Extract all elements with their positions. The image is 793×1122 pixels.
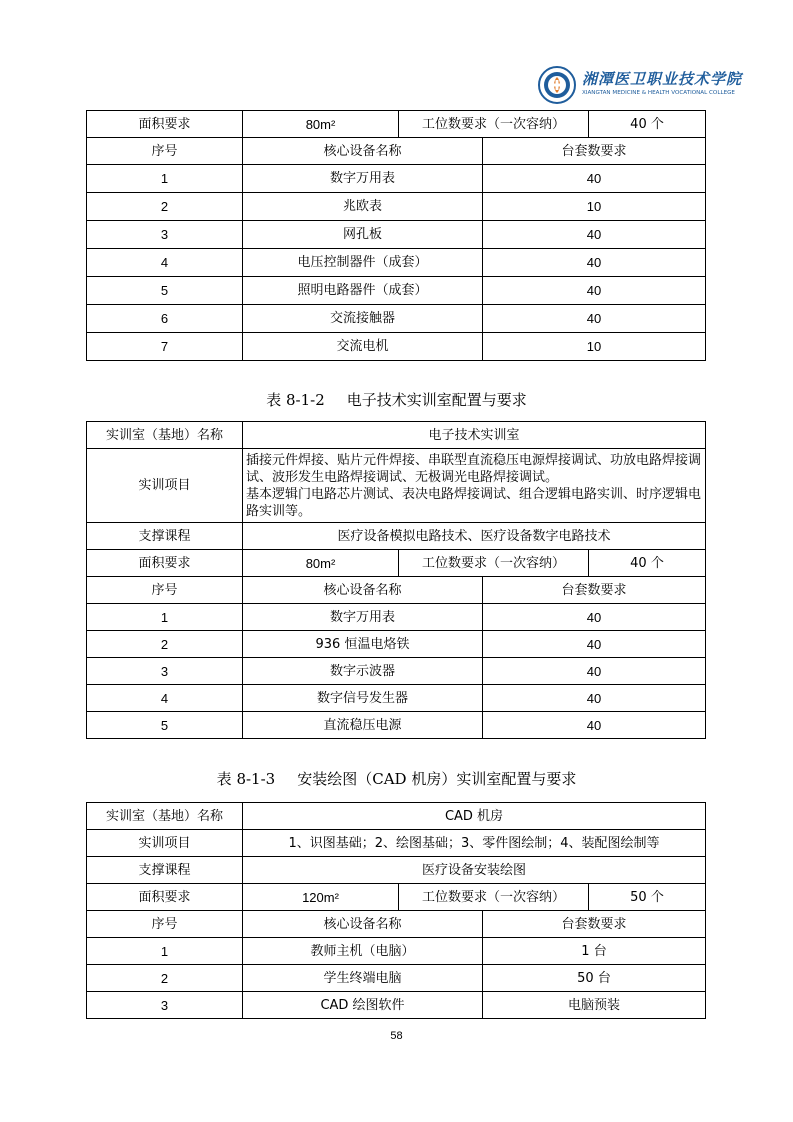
row-device: 936 恒温电烙铁 (243, 631, 483, 658)
row-qty: 40 (483, 631, 706, 658)
col-qty-header: 台套数要求 (483, 577, 706, 604)
row-index: 1 (87, 165, 243, 193)
school-logo (538, 66, 743, 106)
row-index: 2 (87, 193, 243, 221)
table-row (87, 658, 706, 685)
area-value: 120m² (243, 884, 399, 911)
table-row (87, 938, 706, 965)
row-qty: 电脑预装 (483, 992, 706, 1019)
row-device: 交流电机 (243, 333, 483, 361)
table-row (87, 884, 706, 911)
table-row (87, 111, 706, 138)
col-device-header: 核心设备名称 (243, 138, 483, 165)
area-label: 面积要求 (87, 111, 243, 138)
station-value: 40 个 (589, 550, 706, 577)
table-row (87, 422, 706, 449)
table-row (87, 631, 706, 658)
table-row (87, 523, 706, 550)
room-label: 实训室（基地）名称 (87, 422, 243, 449)
row-qty: 50 台 (483, 965, 706, 992)
school-emblem-icon (538, 66, 576, 104)
row-qty: 40 (483, 658, 706, 685)
row-device: 网孔板 (243, 221, 483, 249)
table-header-row (87, 138, 706, 165)
project-value-line-1: 插接元件焊接、贴片元件焊接、串联型直流稳压电源焊接调试、功放电路焊接调试、波形发生电路焊接调试、无极调光电路焊接调试。 (246, 452, 702, 485)
row-device: 学生终端电脑 (243, 965, 483, 992)
station-label: 工位数要求（一次容纳） (399, 550, 589, 577)
row-qty: 40 (483, 277, 706, 305)
row-index: 5 (87, 277, 243, 305)
row-device: 交流接触器 (243, 305, 483, 333)
station-label: 工位数要求（一次容纳） (399, 111, 589, 138)
course-label: 支撑课程 (87, 523, 243, 550)
row-qty: 10 (483, 193, 706, 221)
area-value: 80m² (243, 111, 399, 138)
row-index: 3 (87, 221, 243, 249)
course-value: 医疗设备安装绘图 (243, 857, 706, 884)
table-row (87, 685, 706, 712)
project-label: 实训项目 (87, 449, 243, 523)
project-value (243, 449, 706, 523)
col-index-header: 序号 (87, 911, 243, 938)
caption-number: 表 8-1-2 (266, 391, 325, 409)
row-index: 2 (87, 631, 243, 658)
room-value: 电子技术实训室 (243, 422, 706, 449)
station-value: 40 个 (589, 111, 706, 138)
table-row (87, 221, 706, 249)
table-caption-3 (0, 768, 793, 789)
row-index: 4 (87, 685, 243, 712)
school-name-cn: 湘潭医卫职业技术学院 (582, 70, 743, 88)
row-device: CAD 绘图软件 (243, 992, 483, 1019)
row-device: 电压控制器件（成套） (243, 249, 483, 277)
row-index: 4 (87, 249, 243, 277)
course-value: 医疗设备模拟电路技术、医疗设备数字电路技术 (243, 523, 706, 550)
row-index: 2 (87, 965, 243, 992)
table-header-row (87, 911, 706, 938)
row-index: 3 (87, 658, 243, 685)
equipment-table-2 (86, 421, 706, 739)
row-index: 7 (87, 333, 243, 361)
row-index: 6 (87, 305, 243, 333)
project-value-line-2: 基本逻辑门电路芯片测试、表决电路焊接调试、组合逻辑电路实训、时序逻辑电路实训等。 (246, 486, 702, 519)
table-row (87, 249, 706, 277)
row-device: 数字示波器 (243, 658, 483, 685)
table-row (87, 305, 706, 333)
room-value: CAD 机房 (243, 803, 706, 830)
school-name-en: XIANGTAN MEDICINE & HEALTH VOCATIONAL COLLEGE (582, 90, 735, 96)
col-index-header: 序号 (87, 577, 243, 604)
table-caption-2 (0, 389, 793, 410)
row-qty: 40 (483, 712, 706, 739)
caption-number: 表 8-1-3 (216, 770, 276, 788)
table-row (87, 992, 706, 1019)
table-row (87, 965, 706, 992)
equipment-table-3 (86, 802, 706, 1019)
equipment-table-1 (86, 110, 706, 361)
col-qty-header: 台套数要求 (483, 911, 706, 938)
row-device: 直流稳压电源 (243, 712, 483, 739)
row-index: 1 (87, 604, 243, 631)
row-qty: 40 (483, 604, 706, 631)
caption-title: 安装绘图（CAD 机房）实训室配置与要求 (297, 770, 577, 788)
table-row (87, 803, 706, 830)
course-label: 支撑课程 (87, 857, 243, 884)
caption-title: 电子技术实训室配置与要求 (346, 391, 527, 409)
row-qty: 10 (483, 333, 706, 361)
row-qty: 40 (483, 249, 706, 277)
page-number: 58 (390, 1030, 403, 1042)
table-header-row (87, 577, 706, 604)
table-row (87, 830, 706, 857)
row-qty: 40 (483, 685, 706, 712)
area-label: 面积要求 (87, 884, 243, 911)
table-row (87, 165, 706, 193)
row-index: 1 (87, 938, 243, 965)
row-device: 数字万用表 (243, 165, 483, 193)
station-label: 工位数要求（一次容纳） (399, 884, 589, 911)
row-qty: 40 (483, 165, 706, 193)
row-device: 兆欧表 (243, 193, 483, 221)
station-value: 50 个 (589, 884, 706, 911)
col-qty-header: 台套数要求 (483, 138, 706, 165)
table-row (87, 550, 706, 577)
table-row (87, 857, 706, 884)
table-row (87, 604, 706, 631)
row-index: 3 (87, 992, 243, 1019)
table-row (87, 712, 706, 739)
col-index-header: 序号 (87, 138, 243, 165)
project-value: 1、识图基础；2、绘图基础；3、零件图绘制；4、装配图绘制等 (243, 830, 706, 857)
area-label: 面积要求 (87, 550, 243, 577)
row-device: 数字信号发生器 (243, 685, 483, 712)
project-label: 实训项目 (87, 830, 243, 857)
table-row (87, 449, 706, 523)
col-device-header: 核心设备名称 (243, 577, 483, 604)
row-device: 教师主机（电脑） (243, 938, 483, 965)
table-row (87, 277, 706, 305)
row-qty: 40 (483, 221, 706, 249)
table-row (87, 193, 706, 221)
row-qty: 1 台 (483, 938, 706, 965)
col-device-header: 核心设备名称 (243, 911, 483, 938)
row-device: 照明电路器件（成套） (243, 277, 483, 305)
row-qty: 40 (483, 305, 706, 333)
room-label: 实训室（基地）名称 (87, 803, 243, 830)
table-row (87, 333, 706, 361)
row-index: 5 (87, 712, 243, 739)
row-device: 数字万用表 (243, 604, 483, 631)
area-value: 80m² (243, 550, 399, 577)
